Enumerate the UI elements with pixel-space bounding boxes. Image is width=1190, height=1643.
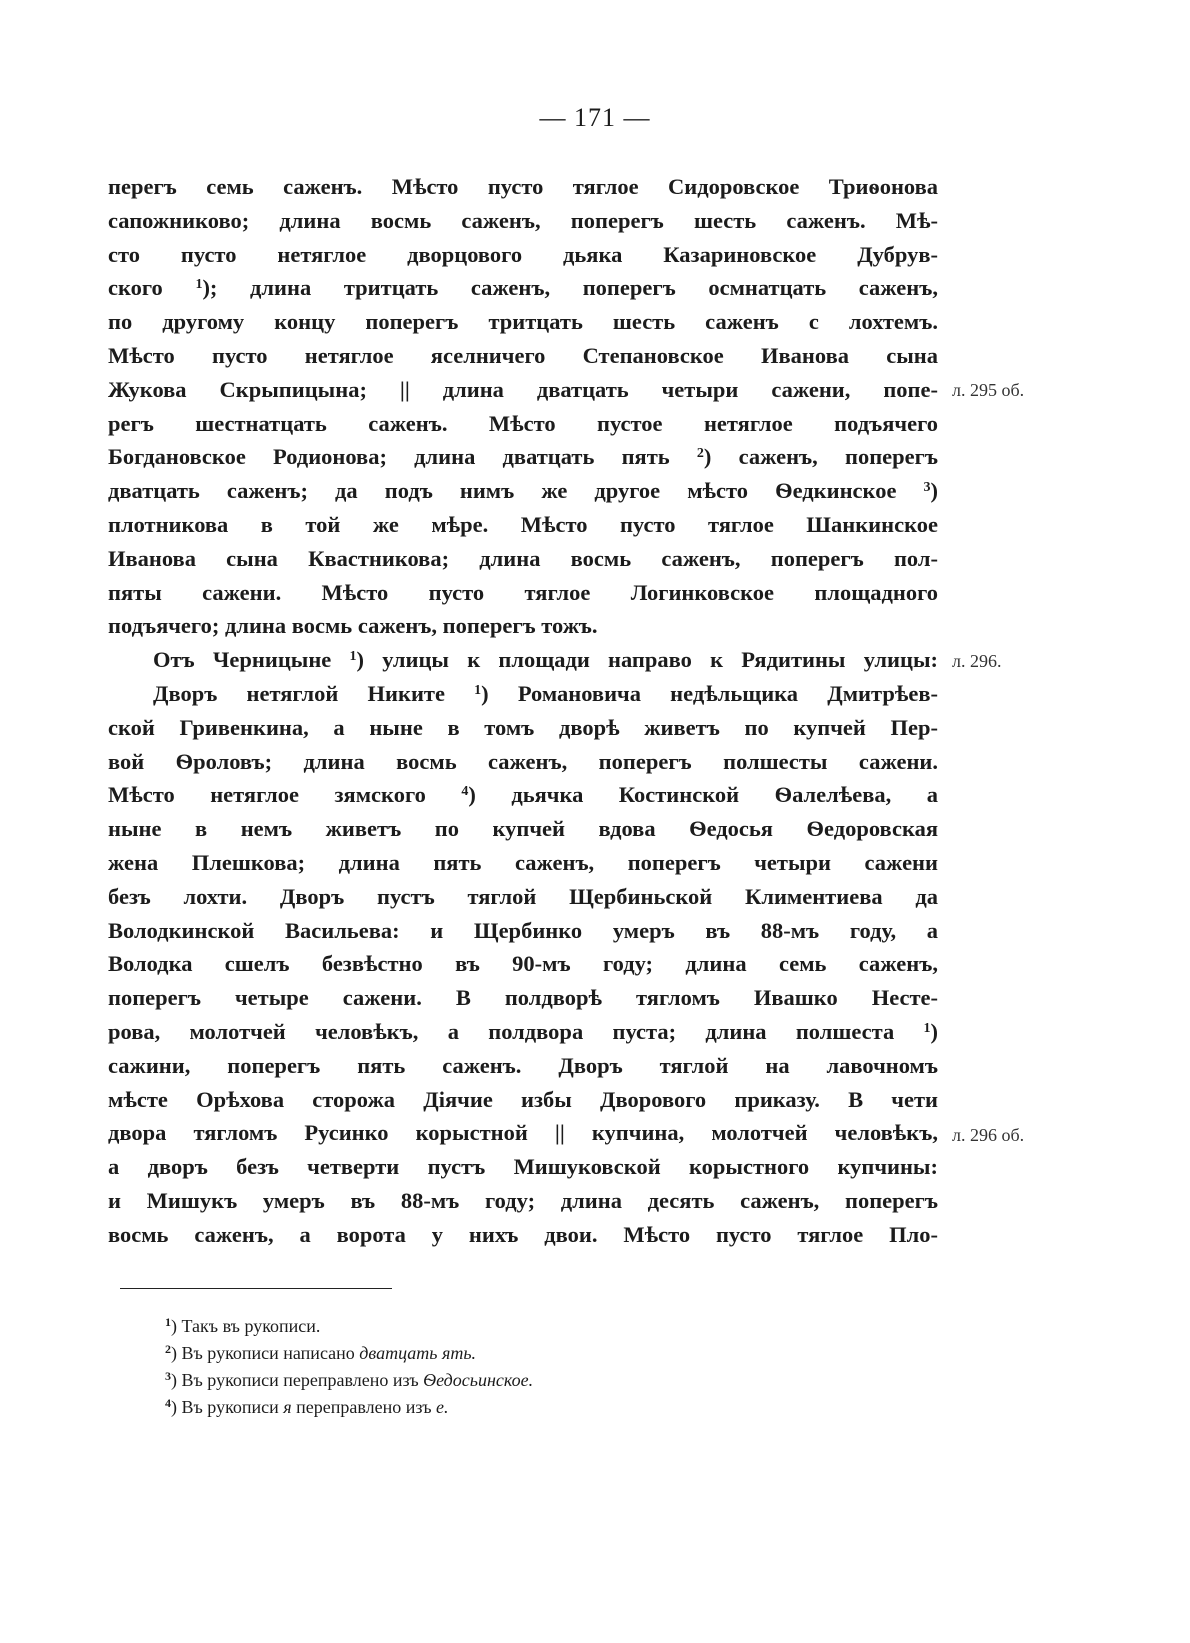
body-text: [108, 170, 938, 1252]
text-line: пяты сажени. Мѣсто пусто тяглое Логинковское площадного: [108, 579, 938, 605]
footnotes: [165, 1313, 533, 1421]
footnote-ref: 3: [923, 480, 931, 496]
text-line: по другому концу поперегъ тритцать шесть саженъ с лохтемъ.: [108, 309, 938, 335]
text-line: ской Гривенкина, а ныне в томъ дворѣ живетъ по купчей Пер-: [108, 714, 938, 740]
text-line: а дворъ безъ четверти пустъ Мишуковской корыстного купчины:: [108, 1154, 938, 1180]
text-line: сто пусто нетяглое дворцового дьяка Казариновское Дубрув-: [108, 241, 938, 267]
text-line: дватцать саженъ; да подъ нимъ же другое мѣсто Ѳедкинское $^3$): [108, 478, 938, 504]
text-line: безъ лохти. Дворъ пустъ тяглой Щербиньской Климентиева да: [108, 883, 938, 909]
text-line: Иванова сына Квастникова; длина восмь саженъ, поперегъ пол-: [108, 545, 938, 571]
text-line: Мѣсто пусто нетяглое яселничего Степановское Иванова сына: [108, 342, 938, 368]
text-line: Дворъ нетяглой Никите $^1$) Романовича недѣльщика Дмитрѣев-: [153, 680, 938, 706]
text-line: Мѣсто нетяглое зямского $^4$) дьячка Костинской Ѳалелѣева, а: [108, 782, 938, 808]
text-line: перегъ семь саженъ. Мѣсто пусто тяглое Сидоровское Триѳонова: [108, 174, 938, 199]
footnote-4: $^4$) Въ рукописи я переправлено изъ е.: [165, 1396, 449, 1417]
margin-note-folio: л. 296.: [952, 651, 1002, 671]
footnote-divider: [120, 1288, 392, 1289]
footnote-1: $^1$) Такъ въ рукописи.: [165, 1315, 321, 1336]
margin-note-folio: л. 296 об.: [952, 1125, 1025, 1145]
text-line: Володка сшелъ безвѣстно въ 90-мъ году; длина семь саженъ,: [108, 951, 938, 977]
footnote-ref: 4: [461, 784, 469, 800]
footnote-ref: 1: [474, 682, 482, 698]
text-line: рова, молотчей человѣкъ, а полдвора пуста; длина полшеста $^1$): [108, 1018, 938, 1044]
text-line: ныне в немъ живетъ по купчей вдова Ѳедосья Ѳедоровская: [108, 816, 938, 842]
text-line: поперегъ четыре сажени. В полдворѣ тягломъ Ивашко Несте-: [108, 985, 938, 1011]
text-line: двора тягломъ Русинко корыстной || купчина, молотчей человѣкъ,: [108, 1120, 938, 1146]
footnote-ref: 1: [923, 1020, 931, 1036]
section-heading-line: Отъ Черницыне $^1$) улицы к площади направо к Рядитины улицы:: [153, 647, 938, 673]
text-line: вой Ѳроловъ; длина восмь саженъ, поперегъ полшесты сажени.: [108, 748, 938, 774]
text-line: подъячего; длина восмь саженъ, поперегъ тожъ.: [108, 613, 598, 639]
margin-note-folio: л. 295 об.: [952, 380, 1025, 400]
text-line: сажини, поперегъ пять саженъ. Дворъ тяглой на лавочномъ: [108, 1052, 938, 1078]
footnote-ref: 1: [195, 277, 203, 293]
text-line: регъ шестнатцать саженъ. Мѣсто пустое нетяглое подъячего: [108, 410, 938, 436]
text-line: Жукова Скрыпицына; || длина дватцать четыри сажени, попе-: [108, 376, 938, 402]
text-line: жена Плешкова; длина пять саженъ, поперегъ четыри сажени: [108, 849, 938, 875]
text-line: и Мишукъ умеръ въ 88-мъ году; длина десять саженъ, поперегъ: [108, 1187, 938, 1213]
text-line: Володкинской Васильева: и Щербинко умеръ въ 88-мъ году, а: [108, 917, 938, 943]
footnote-2: $^2$) Въ рукописи написано дватцать ять.: [165, 1342, 477, 1363]
footnote-3: $^3$) Въ рукописи переправлено изъ Ѳедосьинское.: [165, 1369, 534, 1390]
text-line: сапожниково; длина восмь саженъ, поперегъ шесть саженъ. Мѣ-: [108, 207, 938, 233]
text-line: Богдановское Родионова; длина дватцать пять $^2$) саженъ, поперегъ: [108, 444, 938, 470]
footnote-ref: 2: [696, 446, 704, 462]
text-line: ского $^1$); длина тритцать саженъ, поперегъ осмнатцать саженъ,: [108, 275, 938, 301]
footnote-ref: 1: [349, 649, 357, 665]
text-line: плотникова в той же мѣре. Мѣсто пусто тяглое Шанкинское: [108, 511, 938, 537]
text-line: восмь саженъ, а ворота у нихъ двои. Мѣсто пусто тяглое Пло-: [108, 1221, 938, 1247]
text-line: мѣсте Орѣхова сторожа Діячие избы Дворового приказу. В чети: [108, 1086, 938, 1112]
page-number: — 171 —: [539, 103, 651, 132]
